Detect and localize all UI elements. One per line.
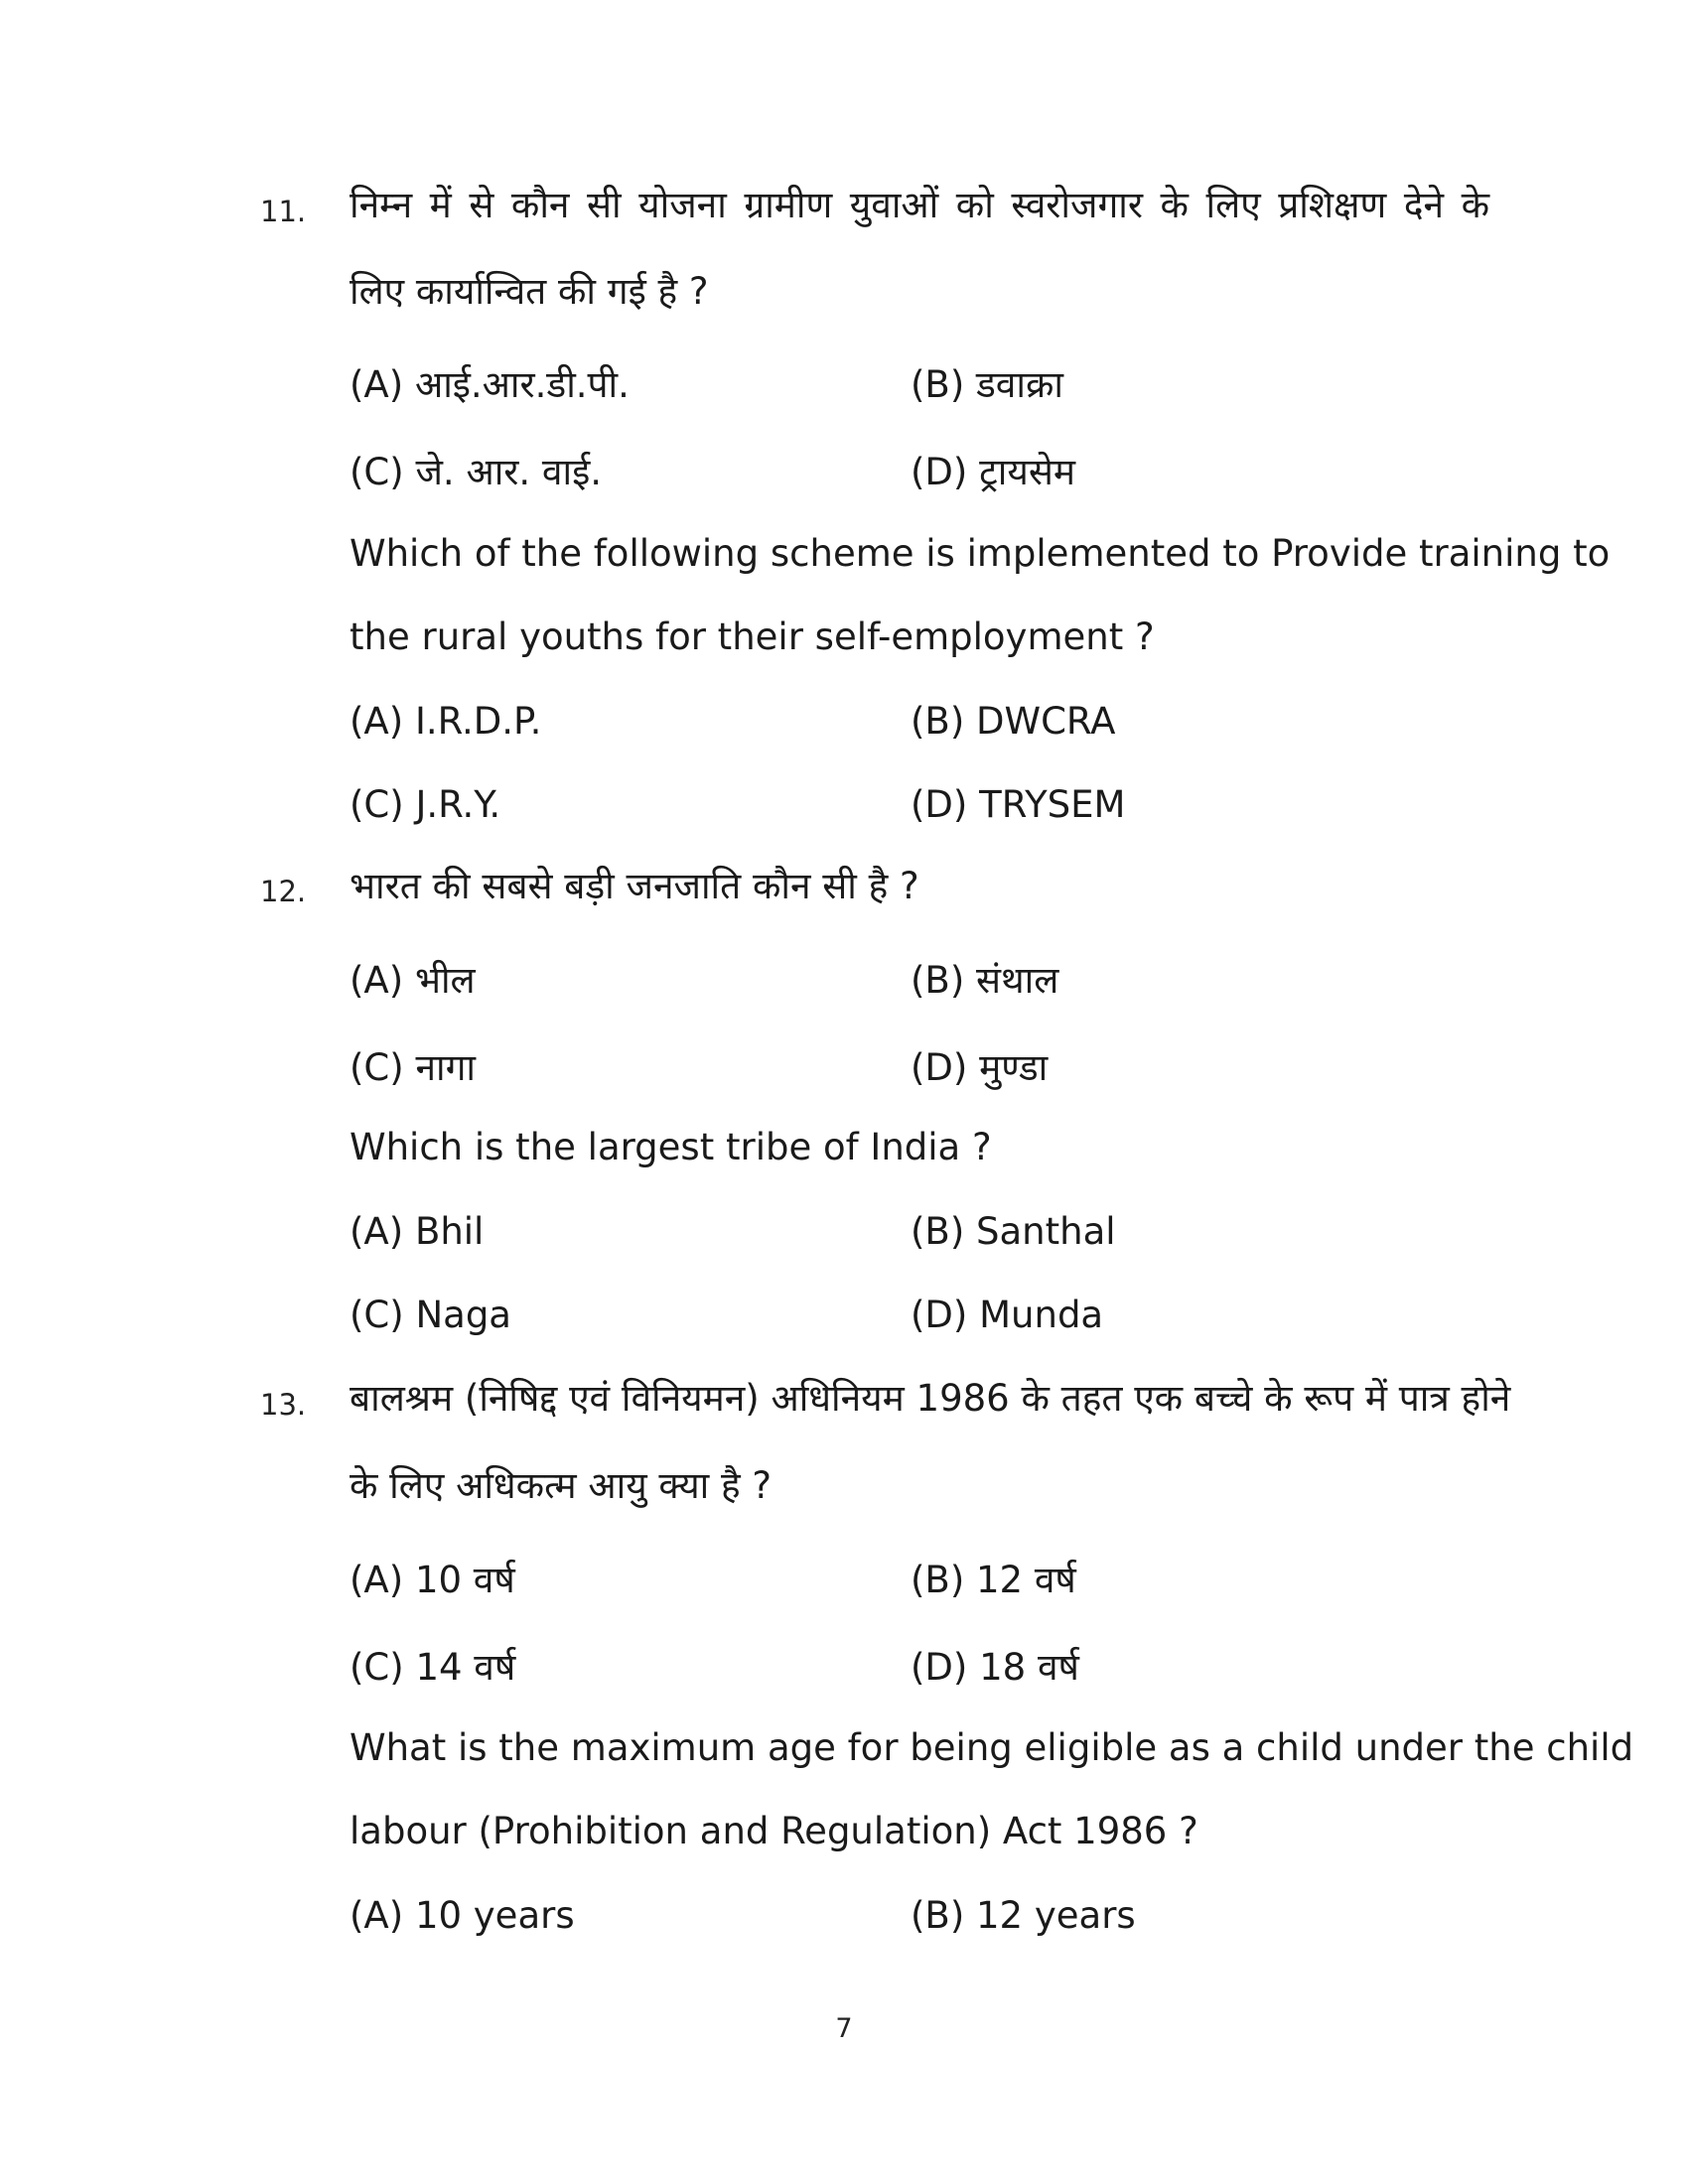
question-text-english: What is the maximum age for being eligible as a child under the child <box>350 1726 1634 1769</box>
question-text-english: labour (Prohibition and Regulation) Act 1986 ? <box>350 1810 1198 1852</box>
option-d: (D) ट्रायसेम <box>911 451 1075 493</box>
option-d: (D) मुण्डा <box>911 1046 1049 1089</box>
question-text-hindi: भारत की सबसे बड़ी जनजाति कौन सी है ? <box>350 865 919 907</box>
option-a: (A) आई.आर.डी.पी. <box>350 363 630 406</box>
question-number: 13. <box>260 1388 307 1422</box>
option-c: (C) जे. आर. वाई. <box>350 451 602 493</box>
option-a: (A) 10 वर्ष <box>350 1559 515 1601</box>
question-text-english: Which of the following scheme is implemented to Provide training to <box>350 532 1611 575</box>
option-a: (A) Bhil <box>350 1210 485 1253</box>
question-number: 12. <box>260 875 307 908</box>
option-a: (A) 10 years <box>350 1894 575 1937</box>
option-c: (C) Naga <box>350 1294 511 1336</box>
option-b: (B) 12 years <box>911 1894 1136 1937</box>
option-b: (B) DWCRA <box>911 700 1116 743</box>
option-d: (D) 18 वर्ष <box>911 1646 1079 1689</box>
option-b: (B) डवाक्रा <box>911 363 1063 406</box>
option-d: (D) Munda <box>911 1294 1104 1336</box>
option-c: (C) 14 वर्ष <box>350 1646 516 1689</box>
page-number: 7 <box>835 2013 853 2044</box>
option-a: (A) भील <box>350 959 476 1002</box>
option-a: (A) I.R.D.P. <box>350 700 542 743</box>
question-text-english: the rural youths for their self-employment ? <box>350 615 1155 658</box>
question-text-hindi: निम्न में से कौन सी योजना ग्रामीण युवाओं को स्वरोजगार के लिए प्रशिक्षण देने के <box>350 184 1489 226</box>
option-b: (B) Santhal <box>911 1210 1116 1253</box>
option-c: (C) नागा <box>350 1046 476 1089</box>
question-text-hindi: के लिए अधिकत्म आयु क्या है ? <box>350 1464 773 1507</box>
option-b: (B) संथाल <box>911 959 1059 1002</box>
question-text-hindi: बालश्रम (निषिद्द एवं विनियमन) अधिनियम 1986 के तहत एक बच्चे के रूप में पात्र होने <box>350 1377 1511 1420</box>
question-text-english: Which is the largest tribe of India ? <box>350 1126 992 1168</box>
option-b: (B) 12 वर्ष <box>911 1559 1076 1601</box>
question-text-hindi: लिए कार्यान्वित की गई है ? <box>350 270 709 313</box>
option-d: (D) TRYSEM <box>911 783 1126 826</box>
option-c: (C) J.R.Y. <box>350 783 501 826</box>
question-number: 11. <box>260 195 307 228</box>
